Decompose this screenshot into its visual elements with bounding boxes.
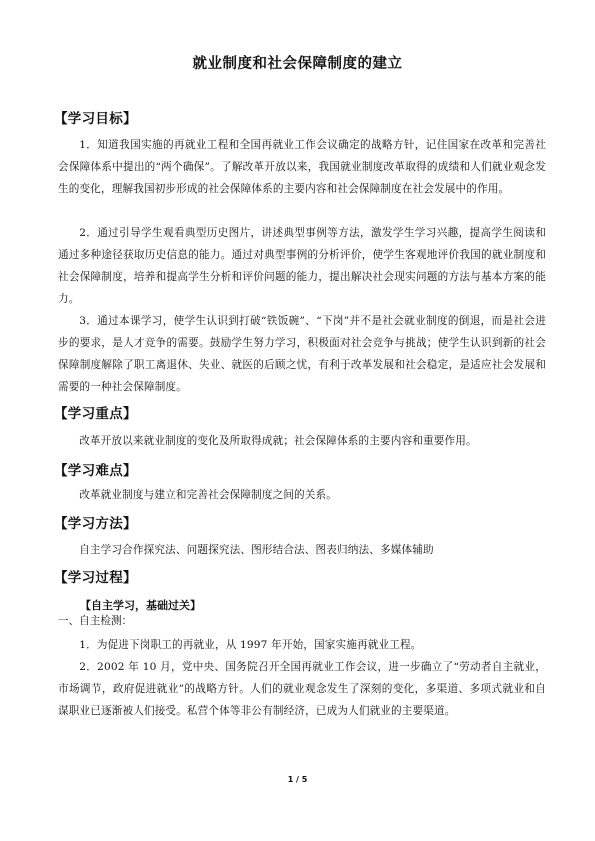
process-subheading: 【自主学习，基础过关】 <box>80 599 201 612</box>
goals-item-3: 3．通过本课学习，使学生认识到打破“铁饭碗”、“下岗”并不是社会就业制度的倒退，而是社会进步的要求，是人才竞争的需要。鼓励学生努力学习，积极面对社会竞争与挑战；使学生认识到新的社会保障制度解除了职工离退休、失业、就医的后顾之忧，有利于改革发展和社会稳定，是适应社会发展和需要的一种社会保障制度。 <box>58 315 546 393</box>
goals-item-2: 2．通过引导学生观看典型历史图片，讲述典型事例等方法，激发学生学习兴趣，提高学生阅读和通过多种途径获取历史信息的能力。通过对典型事例的分析评价，使学生客观地评价我国的就业制度和社会保障制度，培养和提高学生分析和评价问题的能力，提出解决社会现实问题的方法与基本方案的能力。 <box>58 227 546 305</box>
section-heading-methods: 【学习方法】 <box>54 516 137 532</box>
key-points-text: 改革开放以来就业制度的变化及所取得成就；社会保障体系的主要内容和重要作用。 <box>79 435 477 447</box>
section-heading-difficulties: 【学习难点】 <box>54 463 137 479</box>
methods-text: 自主学习合作探究法、问题探究法、图形结合法、图表归纳法、多媒体辅助 <box>79 544 434 556</box>
page-title: 就业制度和社会保障制度的建立 <box>192 56 403 72</box>
goals-item-1: 1．知道我国实施的再就业工程和全国再就业工作会议确定的战略方针，记住国家在改革和完善社会保障体系中提出的“两个确保”。了解改革开放以来，我国就业制度改革取得的成绩和人们就业观念发生的变化，理解我国初步形成的社会保障体系的主要内容和社会保障制度在社会发展中的作用。 <box>58 139 546 195</box>
process-item-1: 1．为促进下岗职工的再就业，从 1997 年开始，国家实施再就业工程。 <box>79 639 422 651</box>
process-item-2: 2．2002 年 10 月，党中央、国务院召开全国再就业工作会议，进一步确立了“劳动者自主就业，市场调节，政府促进就业”的战略方针。人们的就业观念发生了深刻的变化，多渠道、多项式就业和自谋职业已逐渐被人们接受。私营个体等非公有制经济，已成为人们就业的主要渠道。 <box>58 661 546 717</box>
section-heading-process: 【学习过程】 <box>54 570 137 586</box>
process-part-label: 一、自主检测： <box>58 615 133 627</box>
section-heading-key-points: 【学习重点】 <box>54 406 137 422</box>
page-number: 1 / 5 <box>287 775 308 784</box>
section-heading-goals: 【学习目标】 <box>54 111 137 127</box>
difficulties-text: 改革就业制度与建立和完善社会保障制度之间的关系。 <box>79 489 338 501</box>
